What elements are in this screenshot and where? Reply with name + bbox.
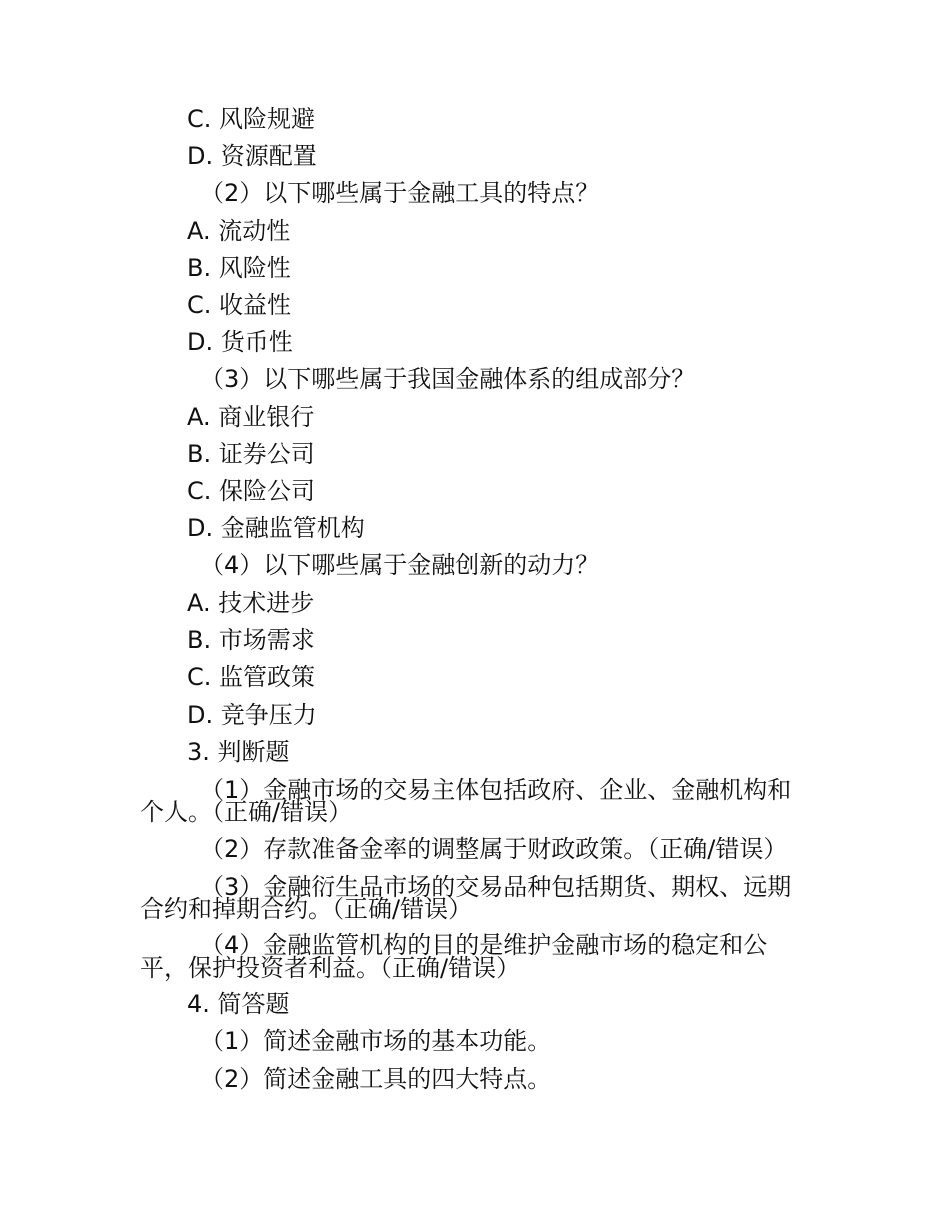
q3-option-d: D. 金融监管机构 xyxy=(187,514,365,542)
option-c: C. 风险规避 xyxy=(187,105,316,133)
option-d: D. 资源配置 xyxy=(187,142,317,170)
q2-option-d: D. 货币性 xyxy=(187,328,293,356)
section-heading-short-answer: 4. 简答题 xyxy=(187,990,290,1018)
question-2: （2）以下哪些属于金融工具的特点？ xyxy=(200,179,600,207)
judgement-item-4-line2: 平，保护投资者利益。（正确/错误） xyxy=(140,954,521,982)
judgement-item-1-line2: 个人。（正确/错误） xyxy=(140,798,353,826)
judgement-item-2: （2）存款准备金率的调整属于财政政策。（正确/错误） xyxy=(200,835,788,863)
q2-option-c: C. 收益性 xyxy=(187,291,292,319)
q3-option-a: A. 商业银行 xyxy=(187,403,315,431)
question-3: （3）以下哪些属于我国金融体系的组成部分？ xyxy=(200,365,696,393)
judgement-item-4-line1: （4）金融监管机构的目的是维护金融市场的稳定和公 xyxy=(200,931,768,959)
short-answer-item-1: （1）简述金融市场的基本功能。 xyxy=(200,1027,552,1055)
q4-option-b: B. 市场需求 xyxy=(187,626,315,654)
q3-option-c: C. 保险公司 xyxy=(187,477,316,505)
q4-option-c: C. 监管政策 xyxy=(187,663,316,691)
q3-option-b: B. 证券公司 xyxy=(187,440,315,468)
q2-option-a: A. 流动性 xyxy=(187,217,291,245)
short-answer-item-2: （2）简述金融工具的四大特点。 xyxy=(200,1065,552,1093)
q4-option-d: D. 竞争压力 xyxy=(187,701,317,729)
judgement-item-3-line1: （3）金融衍生品市场的交易品种包括期货、期权、远期 xyxy=(200,873,792,901)
judgement-item-3-line2: 合约和掉期合约。（正确/错误） xyxy=(140,895,473,923)
question-4: （4）以下哪些属于金融创新的动力？ xyxy=(200,551,600,579)
q2-option-b: B. 风险性 xyxy=(187,254,291,282)
section-heading-judgement: 3. 判断题 xyxy=(187,738,290,766)
q4-option-a: A. 技术进步 xyxy=(187,589,315,617)
judgement-item-1-line1: （1）金融市场的交易主体包括政府、企业、金融机构和 xyxy=(200,776,792,804)
